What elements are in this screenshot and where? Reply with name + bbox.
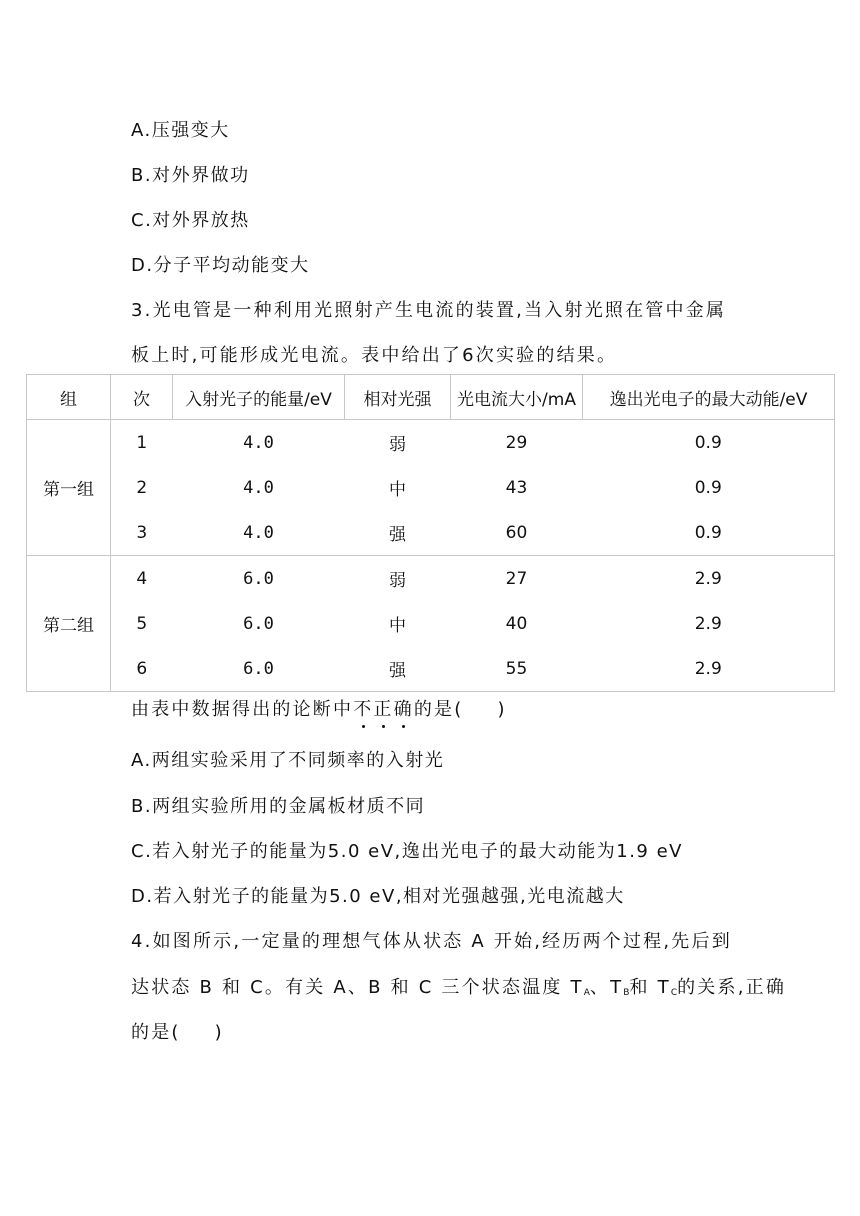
cell-energy: 6.0: [173, 556, 345, 602]
header-photon-energy: 入射光子的能量/eV: [173, 375, 345, 420]
cell-energy: 4.0: [173, 510, 345, 556]
table-row: [27, 420, 835, 466]
q4-text: 、T: [589, 977, 624, 998]
q2-option-d: D.分子平均动能变大: [131, 255, 310, 276]
cell-trial: 1: [111, 420, 173, 466]
experiment-table: [26, 374, 835, 692]
table-row: [27, 601, 835, 646]
q3-stem-line2: 板上时,可能形成光电流。表中给出了6次实验的结果。: [131, 345, 618, 366]
table-row: [27, 646, 835, 692]
header-photocurrent: 光电流大小/mA: [451, 375, 583, 420]
cell-current: 43: [505, 477, 528, 498]
q3-prompt: [131, 695, 507, 721]
cell-kinetic: 2.9: [583, 646, 835, 692]
cell-trial: 3: [111, 510, 173, 556]
cell-energy: 4.0: [173, 420, 345, 466]
cell-trial: 4: [111, 556, 173, 602]
cell-energy: 4.0: [243, 477, 274, 498]
q4-text: 的是(: [131, 1022, 181, 1043]
cell-intensity: 中: [389, 480, 406, 500]
group-label: 第一组: [27, 420, 111, 556]
cell-kinetic: 0.9: [583, 420, 835, 466]
cell-kinetic: 0.9: [583, 465, 835, 510]
q3-prompt-close: ): [497, 699, 507, 720]
cell-intensity: 弱: [345, 420, 451, 466]
header-group: 组: [27, 375, 111, 420]
header-trial: 次: [111, 375, 173, 420]
q4-text: 达状态 B 和 C。有关 A、B 和 C 三个状态温度 T: [131, 977, 584, 998]
subscript-b: B: [623, 988, 630, 998]
q3-prompt-after: 的是(: [413, 699, 464, 720]
cell-energy: 6.0: [243, 613, 274, 634]
cell-intensity: 弱: [345, 556, 451, 602]
emphasis-char: 不: [353, 695, 373, 721]
cell-trial: 2: [136, 477, 148, 498]
q3-prompt-before: 由表中数据得出的论断中: [131, 699, 354, 720]
table-row: [27, 510, 835, 556]
cell-kinetic: 2.9: [583, 601, 835, 646]
cell-intensity: 强: [345, 646, 451, 692]
cell-current: 27: [451, 556, 583, 602]
q4-stem-line3: [131, 1018, 224, 1044]
q4-text: ): [214, 1022, 224, 1043]
cell-kinetic: 0.9: [583, 510, 835, 556]
cell-current: 29: [451, 420, 583, 466]
emphasis-char: 正: [373, 695, 393, 721]
q3-prompt-emphasis: [353, 699, 414, 720]
q2-option-a: A.压强变大: [131, 120, 230, 141]
table-row: [27, 465, 835, 510]
header-max-kinetic-energy: 逸出光电子的最大动能/eV: [583, 375, 835, 420]
q3-option-a: A.两组实验采用了不同频率的入射光: [131, 750, 445, 771]
cell-kinetic: 2.9: [583, 556, 835, 602]
cell-intensity: 强: [345, 510, 451, 556]
q4-stem-line2: [131, 973, 786, 999]
cell-current: 55: [451, 646, 583, 692]
cell-trial: 6: [111, 646, 173, 692]
emphasis-char: 确: [394, 695, 414, 721]
header-light-intensity: 相对光强: [345, 375, 451, 420]
cell-current: 40: [505, 613, 528, 634]
q4-stem-line1: 4.如图所示,一定量的理想气体从状态 A 开始,经历两个过程,先后到: [131, 931, 732, 952]
table-header-row: [27, 375, 835, 420]
cell-current: 60: [451, 510, 583, 556]
q3-option-b: B.两组实验所用的金属板材质不同: [131, 796, 426, 817]
q4-text: 和 T: [629, 977, 671, 998]
q2-option-b: B.对外界做功: [131, 165, 250, 186]
subscript-a: A: [583, 988, 590, 998]
group-label: 第二组: [27, 556, 111, 692]
cell-trial: 5: [136, 613, 148, 634]
q3-option-c: C.若入射光子的能量为5.0 eV,逸出光电子的最大动能为1.9 eV: [131, 841, 683, 862]
cell-intensity: 中: [389, 616, 406, 636]
q2-option-c: C.对外界放热: [131, 210, 250, 231]
q4-text: 的关系,正确: [677, 977, 787, 998]
cell-energy: 6.0: [173, 646, 345, 692]
q3-option-d: D.若入射光子的能量为5.0 eV,相对光强越强,光电流越大: [131, 886, 625, 907]
table-row: [27, 556, 835, 602]
q3-stem-line1: 3.光电管是一种利用光照射产生电流的装置,当入射光照在管中金属: [131, 300, 727, 321]
subscript-c: C: [670, 988, 678, 998]
